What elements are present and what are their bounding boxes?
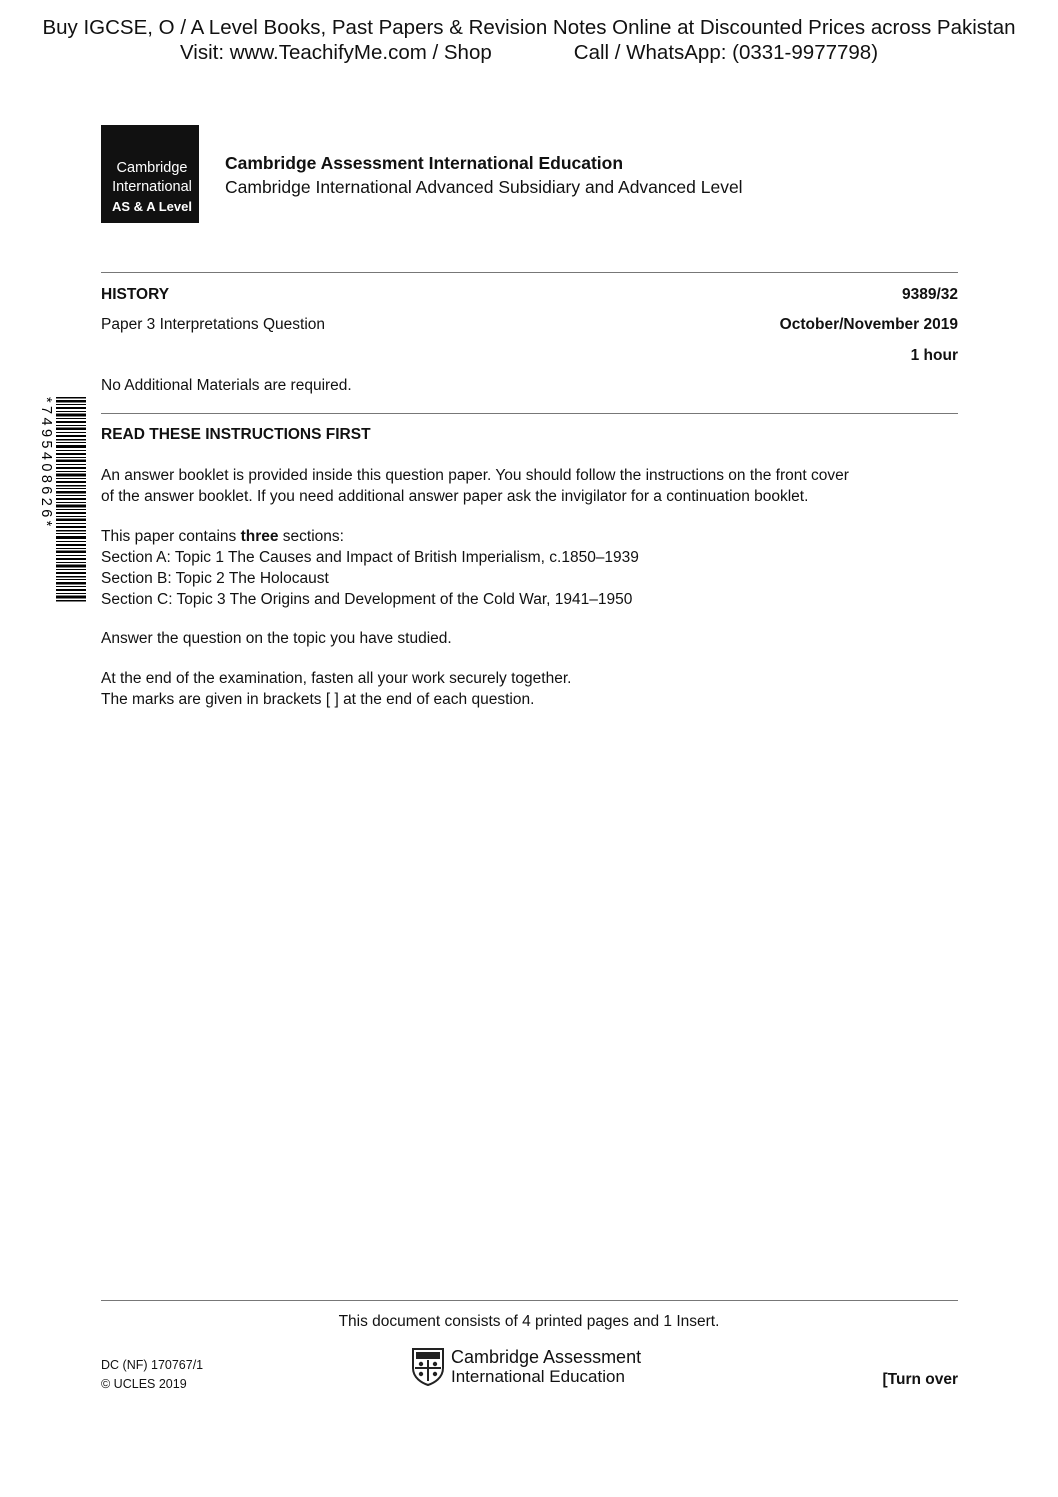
section-item: Section B: Topic 2 The Holocaust — [101, 570, 329, 587]
logo-line-1: Cambridge — [116, 160, 188, 176]
promo-contact-line — [0, 40, 1058, 65]
answer-booklet-paragraph — [101, 465, 849, 507]
barcode-icon — [38, 395, 86, 603]
section-item: Section C: Topic 3 The Origins and Development of the Cold War, 1941–1950 — [101, 591, 633, 608]
university-crest-icon — [412, 1348, 444, 1386]
turn-over-note: [Turn over — [882, 1371, 958, 1388]
promo-line: Buy IGCSE, O / A Level Books, Past Papers & Revision Notes Online at Discounted Prices across Pakistan — [42, 16, 1016, 39]
materials-note: No Additional Materials are required. — [101, 377, 352, 394]
logo-line-3: AS & A Level — [112, 199, 192, 214]
organisation-name: Cambridge Assessment International Education — [225, 153, 624, 173]
top-divider — [101, 272, 958, 273]
ca-logo-line-2: International Education — [451, 1367, 625, 1386]
instruction-line: of the answer booklet. If you need additional answer paper ask the invigilator for a continuation booklet. — [101, 488, 809, 505]
cambridge-assessment-logo — [451, 1347, 641, 1387]
subject-title: HISTORY — [101, 286, 170, 303]
qualification-name: Cambridge International Advanced Subsidiary and Advanced Level — [225, 177, 743, 197]
answer-instruction: Answer the question on the topic you have studied. — [101, 630, 452, 647]
footer-divider — [101, 1300, 958, 1301]
copyright: © UCLES 2019 — [101, 1377, 187, 1391]
paper-title: Paper 3 Interpretations Question — [101, 316, 326, 333]
document-ref: DC (NF) 170767/1 — [101, 1358, 204, 1372]
instruction-line: The marks are given in brackets [ ] at the end of each question. — [101, 691, 535, 708]
sections-count: three — [240, 528, 279, 545]
exam-duration: 1 hour — [910, 347, 958, 364]
cambridge-as-a-level-logo — [101, 125, 199, 223]
promo-call: Call / WhatsApp: (0331-9977798) — [573, 41, 879, 64]
end-instructions — [101, 668, 571, 710]
syllabus-code: 9389/32 — [901, 286, 958, 303]
logo-line-2: International — [112, 179, 192, 195]
instruction-line: An answer booklet is provided inside this question paper. You should follow the instructions on the front cover — [101, 467, 849, 484]
sections-paragraph — [101, 526, 639, 610]
page-count-note: This document consists of 4 printed pages and 1 Insert. — [338, 1313, 720, 1330]
promo-banner — [0, 15, 1058, 65]
sections-intro: This paper contains three sections: — [101, 528, 344, 545]
promo-visit: Visit: www.TeachifyMe.com / Shop — [179, 41, 492, 64]
ca-logo-line-1: Cambridge Assessment — [451, 1347, 642, 1367]
instructions-divider — [101, 413, 958, 414]
instruction-line: At the end of the examination, fasten all your work securely together. — [101, 670, 572, 687]
barcode-number: *7495408626* — [38, 397, 54, 530]
footer-reference — [101, 1356, 203, 1394]
exam-session: October/November 2019 — [779, 316, 958, 333]
instructions-heading: READ THESE INSTRUCTIONS FIRST — [101, 426, 371, 443]
section-item: Section A: Topic 1 The Causes and Impact of British Imperialism, c.1850–1939 — [101, 549, 639, 566]
